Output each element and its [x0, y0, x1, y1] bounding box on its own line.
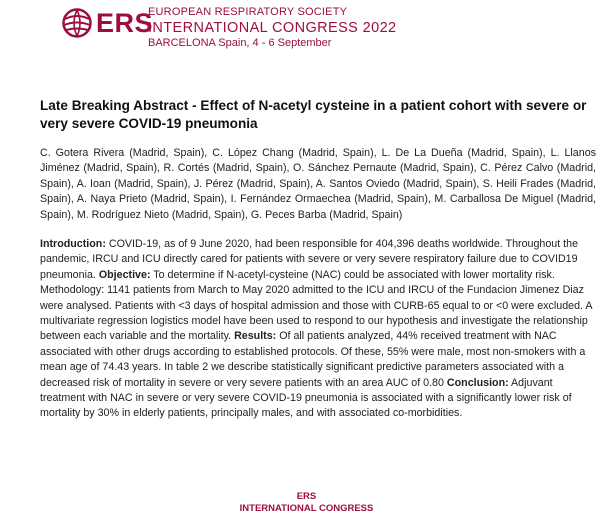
- introduction-text: COVID-19, as of 9 June 2020, had been responsible for 404,396 deaths worldwide. Throughout the pandemic, IRCU and ICU directly cared for patients with severe or very severe respiratory failure due to COVID19 pneumonia.: [40, 238, 579, 281]
- results-text: Of all patients analyzed, 44% received treatment with NAC associated with other drugs according to established protocols. Of these, 55% were male, most non-smokers with a mean age of 74.43 years. In table 2 we describe statistically significant predictive parameters associated with a decreased risk of mortality in severe or very severe patients with an area AUC of 0.80: [40, 330, 586, 389]
- congress-location: BARCELONA Spain, 4 - 6 September: [148, 37, 332, 49]
- society-name: EUROPEAN RESPIRATORY SOCIETY: [148, 6, 348, 18]
- results-label: Results:: [234, 330, 277, 343]
- ers-logo: [62, 8, 153, 38]
- congress-name: INTERNATIONAL CONGRESS 2022: [148, 20, 397, 36]
- ers-globe-icon: [62, 8, 92, 38]
- conclusion-text: Adjuvant treatment with NAC in severe or very severe COVID-19 pneumonia is associated with a significantly lower risk of mortality by 30% in elderly patients, principally males, and with associated co-morbidities.: [40, 376, 572, 420]
- footer-ers: ERS: [296, 491, 317, 502]
- author-list: C. Gotera Rivera (Madrid, Spain), C. López Chang (Madrid, Spain), L. De La Dueña (Madrid, Spain), L. Llanos Jiménez (Madrid, Spain), R. Cortés (Madrid, Spain), O. Sánchez Pernaute (Madrid, Spain), C. Pérez Calvo (Madrid, Spain), A. Ioan (Madrid, Spain), J. Pérez (Madrid, Spain), A. Santos Oviedo (Madrid, Spain), S. Heili Frades (Madrid, Spain), A. Naya Prieto (Madrid, Spain), I. Fernández Ormaechea (Madrid, Spain), M. Carballosa De Miguel (Madrid, Spain), M. Rodríguez Nieto (Madrid, Spain), G. Peces Barba (Madrid, Spain): [40, 147, 596, 221]
- abstract-body: [40, 237, 596, 422]
- abstract-title: Late Breaking Abstract - Effect of N-acetyl cysteine in a patient cohort with severe or very severe COVID-19 pneumonia: [40, 98, 587, 131]
- logo-text: ERS: [96, 8, 154, 38]
- conclusion-label: Conclusion:: [446, 376, 509, 389]
- objective-label: Objective:: [98, 268, 151, 281]
- objective-text: To determine if N-acetyl-cysteine (NAC) could be associated with lower mortality risk. Methodology: 1141 patients from March to May 2020 admitted to the ICU and IRCU of the Fundacion Jimenez Diaz were analysed. Patients with <3 days of hospital admission and those with CURB-65 equal to or <0 were excluded. A multivariate regression logistics model have been used to respond to our hypothesis and investigate the relationship between each variable and the mortality.: [40, 268, 592, 343]
- footer-congress: INTERNATIONAL CONGRESS: [239, 503, 374, 514]
- congress-header: [148, 6, 397, 50]
- introduction-label: Introduction:: [40, 238, 106, 250]
- page-footer: [0, 491, 613, 515]
